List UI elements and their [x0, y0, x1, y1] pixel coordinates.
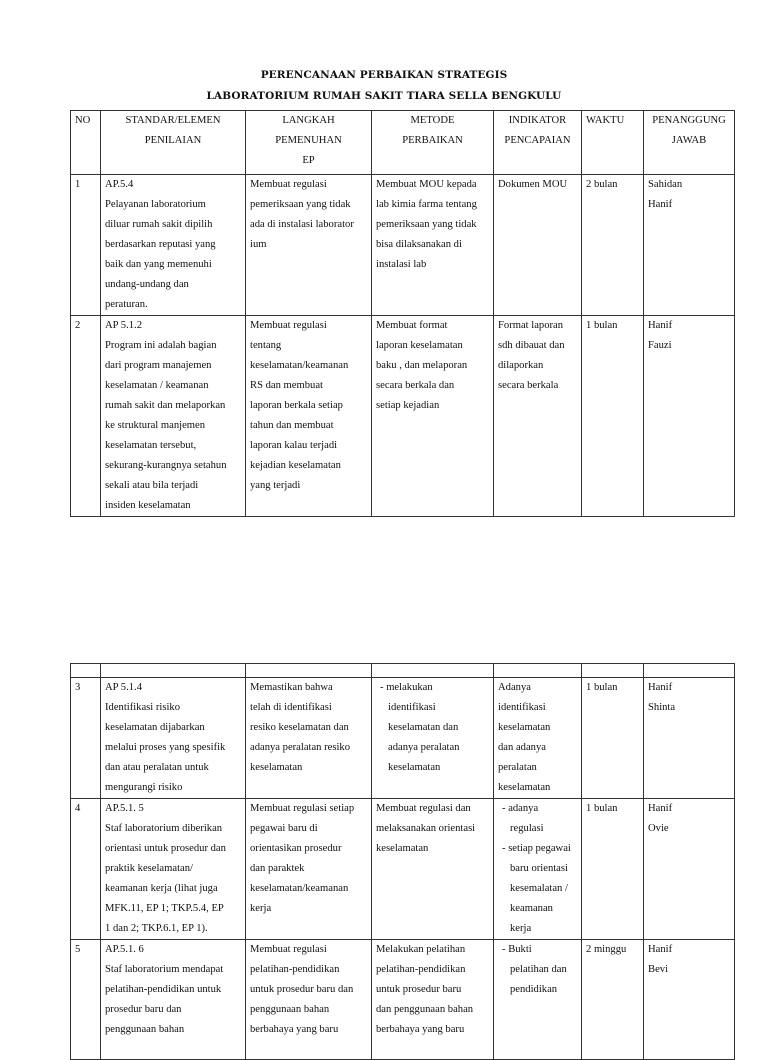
row-waktu: 1 bulan [582, 799, 644, 940]
cell-line: prosedur baru dan [105, 1004, 182, 1015]
header-metode [372, 111, 494, 175]
cell-line: berdasarkan reputasi yang [105, 239, 216, 250]
cell-line: Identifikasi risiko [105, 702, 181, 713]
row-langkah [246, 940, 372, 1060]
cell-line: Ovie [648, 823, 669, 834]
header-waktu: WAKTU [582, 111, 644, 175]
empty-cell [246, 664, 372, 678]
cell-line: AP.5.1. 5 [105, 803, 144, 814]
cell-line: Staf laboratorium diberikan [105, 823, 223, 834]
table-row [71, 678, 735, 799]
cell-line: keselamatan [498, 722, 551, 733]
row-waktu: 1 bulan [582, 678, 644, 799]
cell-line: pemeriksaan yang tidak [250, 199, 351, 210]
bullet-item: - melakukan [376, 678, 489, 698]
cell-line: laporan kalau terjadi [250, 440, 338, 451]
cell-line: Bevi [648, 964, 669, 975]
cell-line: Hanif [648, 320, 673, 331]
cell-line: keselamatan [376, 843, 429, 854]
cell-line: lab kimia farma tentang [376, 199, 477, 210]
table-header-row-empty [71, 664, 735, 678]
cell-line: peraturan. [105, 299, 148, 310]
row-waktu: 2 minggu [582, 940, 644, 1060]
cell-line: orientasi untuk prosedur dan [105, 843, 226, 854]
cell-line: laporan berkala setiap [250, 400, 343, 411]
cell-line: baik dan yang memenuhi [105, 259, 212, 270]
cell-line: baku , dan melaporan [376, 360, 468, 371]
cell-line: laporan keselamatan [376, 340, 463, 351]
cell-line: Membuat regulasi [250, 320, 327, 331]
row-penanggung-jawab [644, 799, 735, 940]
cell-line: AP.5.4 [105, 179, 134, 190]
bullet-line: kerja [510, 923, 532, 934]
cell-line: penggunaan bahan [105, 1024, 185, 1035]
row-langkah [246, 175, 372, 316]
row-standar [101, 175, 246, 316]
row-metode [372, 316, 494, 517]
cell-line: ium [250, 239, 267, 250]
cell-line: JAWAB [671, 135, 707, 146]
cell-line: tahun dan membuat [250, 420, 334, 431]
cell-line: keselamatan/keamanan [250, 883, 349, 894]
cell-line: undang-undang dan [105, 279, 189, 290]
empty-cell [644, 664, 735, 678]
table-row [71, 799, 735, 940]
cell-line: pelatihan-pendidikan [250, 964, 340, 975]
row-metode [372, 678, 494, 799]
bullet-line: pendidikan [510, 984, 558, 995]
cell-line: pegawai baru di [250, 823, 318, 834]
cell-line: berbahaya yang baru [376, 1024, 465, 1035]
cell-line: keselamatan/keamanan [250, 360, 349, 371]
cell-line: melalui proses yang spesifik [105, 742, 226, 753]
cell-line: AP 5.1.2 [105, 320, 142, 331]
cell-line: instalasi lab [376, 259, 427, 270]
row-langkah [246, 316, 372, 517]
empty-cell [71, 664, 101, 678]
row-no: 1 [71, 175, 101, 316]
cell-line: adanya peralatan resiko [250, 742, 350, 753]
cell-line: secara berkala dan [376, 380, 455, 391]
document-title: PERENCANAAN PERBAIKAN STRATEGIS [260, 69, 508, 81]
cell-line: PERBAIKAN [402, 135, 463, 146]
cell-line: keselamatan / keamanan [105, 380, 209, 391]
empty-cell [101, 664, 246, 678]
cell-line: MFK.11, EP 1; TKP.5.4, EP [105, 903, 224, 914]
cell-line: keselamatan tersebut, [105, 440, 197, 451]
cell-line: penggunaan bahan [250, 1004, 330, 1015]
bullet-line: keselamatan [388, 762, 441, 773]
cell-line: Hanif [648, 803, 673, 814]
cell-line: Hanif [648, 682, 673, 693]
row-indikator [494, 678, 582, 799]
cell-line: sekali atau bila terjadi [105, 480, 199, 491]
cell-line: Fauzi [648, 340, 672, 351]
bullet-line: kesemalatan / [510, 883, 568, 894]
table-header-row [71, 111, 735, 175]
row-metode [372, 175, 494, 316]
cell-line: LANGKAH [282, 115, 335, 126]
cell-line: Dokumen MOU [498, 179, 568, 190]
cell-line: melaksanakan orientasi [376, 823, 476, 834]
table-row [71, 316, 735, 517]
cell-line: pemeriksaan yang tidak [376, 219, 477, 230]
header-no: NO [71, 111, 101, 175]
row-indikator [494, 799, 582, 940]
cell-line: untuk prosedur baru [376, 984, 462, 995]
cell-line: kerja [250, 903, 272, 914]
bullet-line: adanya peralatan [388, 742, 460, 753]
cell-line: PENANGGUNG [652, 115, 726, 126]
row-metode [372, 799, 494, 940]
row-standar [101, 799, 246, 940]
cell-line: ada di instalasi laborator [250, 219, 354, 230]
row-no: 4 [71, 799, 101, 940]
cell-line: dan penggunaan bahan [376, 1004, 474, 1015]
cell-line: Membuat regulasi setiap [250, 803, 355, 814]
cell-line: Membuat regulasi dan [376, 803, 471, 814]
cell-line: Shinta [648, 702, 676, 713]
plan-table-page2 [70, 663, 735, 1060]
cell-line: untuk prosedur baru dan [250, 984, 354, 995]
cell-line: EP [302, 155, 315, 166]
cell-line: PENILAIAN [144, 135, 202, 146]
cell-line: ke struktural manjemen [105, 420, 206, 431]
row-langkah [246, 678, 372, 799]
cell-line: keselamatan [498, 782, 551, 793]
cell-line: Hanif [648, 199, 673, 210]
cell-line: Membuat regulasi [250, 179, 327, 190]
cell-line: pelatihan-pendidikan [376, 964, 466, 975]
cell-line: dan adanya [498, 742, 546, 753]
cell-line: pelatihan-pendidikan untuk [105, 984, 222, 995]
cell-line: PENCAPAIAN [504, 135, 571, 146]
cell-line: tentang [250, 340, 282, 351]
row-indikator [494, 940, 582, 1060]
bullet-item: - Bukti [498, 940, 577, 960]
bullet-item: - adanya [498, 799, 577, 819]
cell-line: METODE [410, 115, 455, 126]
row-standar [101, 940, 246, 1060]
row-waktu: 2 bulan [582, 175, 644, 316]
cell-line: sdh dibauat dan [498, 340, 565, 351]
cell-line: diluar rumah sakit dipilih [105, 219, 213, 230]
bullet-item: - setiap pegawai [498, 839, 577, 859]
row-metode [372, 940, 494, 1060]
cell-line: orientasikan prosedur [250, 843, 342, 854]
cell-line: berbahaya yang baru [250, 1024, 339, 1035]
row-indikator [494, 316, 582, 517]
cell-line: Memastikan bahwa [250, 682, 333, 693]
header-langkah [246, 111, 372, 175]
cell-line: dilaporkan [498, 360, 544, 371]
row-penanggung-jawab [644, 316, 735, 517]
cell-line: dari program manajemen [105, 360, 212, 371]
cell-line: Sahidan [648, 179, 683, 190]
cell-line: Melakukan pelatihan [376, 944, 466, 955]
row-standar [101, 316, 246, 517]
cell-line: PEMENUHAN [275, 135, 342, 146]
cell-line: Program ini adalah bagian [105, 340, 217, 351]
cell-line: keamanan kerja (lihat juga [105, 883, 218, 894]
cell-line: Hanif [648, 944, 673, 955]
cell-line: Pelayanan laboratorium [105, 199, 206, 210]
bullet-line: pelatihan dan [510, 964, 567, 975]
bullet-line: identifikasi [388, 702, 436, 713]
row-no: 3 [71, 678, 101, 799]
bullet-line: keamanan [510, 903, 553, 914]
header-penanggung-jawab [644, 111, 735, 175]
bullet-line: baru orientasi [510, 863, 568, 874]
cell-line: dan atau peralatan untuk [105, 762, 209, 773]
row-standar [101, 678, 246, 799]
cell-line: yang terjadi [250, 480, 301, 491]
cell-line: AP.5.1. 6 [105, 944, 144, 955]
bullet-line: regulasi [510, 823, 544, 834]
cell-line: keselamatan [250, 762, 303, 773]
row-no: 2 [71, 316, 101, 517]
cell-line: Membuat regulasi [250, 944, 327, 955]
cell-line: dan paraktek [250, 863, 305, 874]
row-penanggung-jawab [644, 678, 735, 799]
cell-line: mengurangi risiko [105, 782, 183, 793]
plan-table-page1 [70, 110, 735, 517]
empty-cell [494, 664, 582, 678]
cell-line: Staf laboratorium mendapat [105, 964, 224, 975]
row-no: 5 [71, 940, 101, 1060]
cell-line: telah di identifikasi [250, 702, 332, 713]
cell-line: rumah sakit dan melaporkan [105, 400, 226, 411]
row-langkah [246, 799, 372, 940]
cell-line: RS dan membuat [250, 380, 323, 391]
empty-cell [372, 664, 494, 678]
header-standar [101, 111, 246, 175]
cell-line: INDIKATOR [508, 115, 567, 126]
empty-cell [582, 664, 644, 678]
cell-line: 1 dan 2; TKP.6.1, EP 1). [105, 923, 208, 934]
cell-line: bisa dilaksanakan di [376, 239, 462, 250]
table-row [71, 940, 735, 1060]
cell-line: setiap kejadian [376, 400, 440, 411]
cell-line: AP 5.1.4 [105, 682, 142, 693]
cell-line: STANDAR/ELEMEN [125, 115, 221, 126]
cell-line: keselamatan dijabarkan [105, 722, 205, 733]
row-penanggung-jawab [644, 940, 735, 1060]
cell-line: Adanya [498, 682, 531, 693]
row-waktu: 1 bulan [582, 316, 644, 517]
cell-line: Format laporan [498, 320, 564, 331]
row-indikator [494, 175, 582, 316]
cell-line: Membuat format [376, 320, 448, 331]
cell-line: sekurang-kurangnya setahun [105, 460, 227, 471]
document-subtitle: LABORATORIUM RUMAH SAKIT TIARA SELLA BENGKULU [206, 90, 562, 102]
cell-line: Membuat MOU kepada [376, 179, 477, 190]
header-indikator [494, 111, 582, 175]
cell-line: resiko keselamatan dan [250, 722, 349, 733]
row-penanggung-jawab [644, 175, 735, 316]
bullet-line: keselamatan dan [388, 722, 459, 733]
cell-line: insiden keselamatan [105, 500, 191, 511]
cell-line: secara berkala [498, 380, 559, 391]
table-row [71, 175, 735, 316]
cell-line: kejadian keselamatan [250, 460, 341, 471]
cell-line: praktik keselamatan/ [105, 863, 193, 874]
cell-line: identifikasi [498, 702, 546, 713]
cell-line: peralatan [498, 762, 537, 773]
